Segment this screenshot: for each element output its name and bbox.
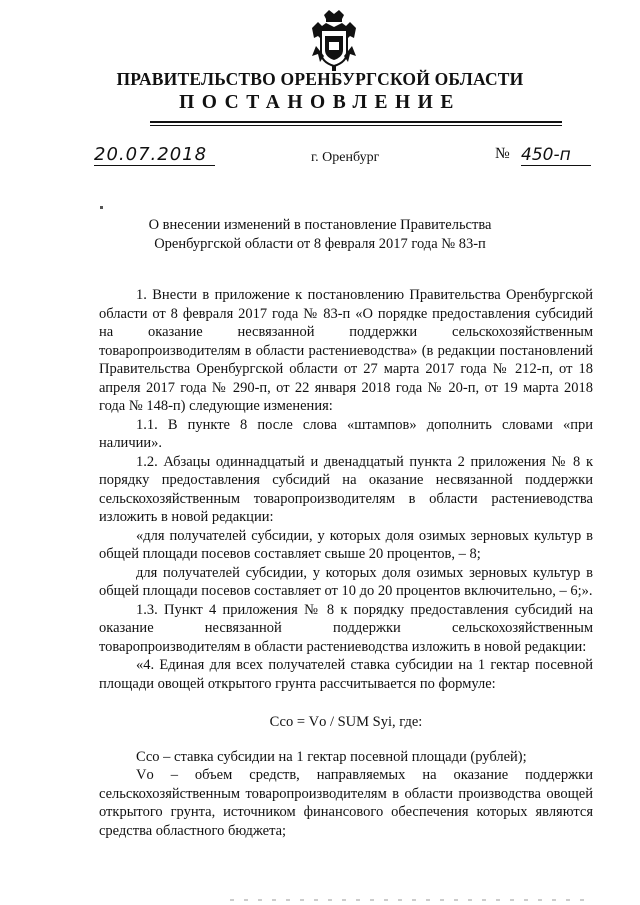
formula: Ссо = Vо / SUM Syi, где: [269, 714, 423, 730]
document-date: 20.07.2018 [94, 145, 215, 166]
definition-v: Vо – объем средств, направляемых на оказание поддержки сельскохозяйственным товаропроизводителям в области производства овощей открытого грунта, источником финансового обеспечения которых являются средства областного бюджета; [99, 767, 593, 839]
paragraph-1-3: 1.3. Пункт 4 приложения № 8 к порядку предоставления субсидий на оказание несвязанной поддержки сельскохозяйственным товаропроизводителям в области растениеводства изложить в новой редакции: [99, 601, 593, 655]
paragraph-1-2: 1.2. Абзацы одиннадцатый и двенадцатый пункта 2 приложения № 8 к порядку предоставления субсидий на оказание несвязанной поддержки сельскохозяйственным товаропроизводителям в области растениеводства изложить в новой редакции: [99, 453, 593, 525]
subject-line-2: Оренбургской области от 8 февраля 2017 года № 83-п [154, 236, 486, 252]
document-subject [0, 216, 640, 254]
document-number: 450-п [521, 145, 591, 166]
quoted-paragraph-1: «для получателей субсидии, у которых доля озимых зерновых культур в общей площади посевов составляет свыше 20 процентов, – 8; [99, 527, 593, 562]
document-city: г. Оренбург [311, 150, 380, 165]
coat-of-arms-icon [306, 6, 362, 72]
scan-speck [100, 206, 103, 209]
document-type-heading: ПОСТАНОВЛЕНИЕ [179, 92, 461, 113]
quoted-paragraph-2: для получателей субсидии, у которых доля озимых зерновых культур в общей площади посевов составляет от 10 до 20 процентов включительно, – 6;». [99, 564, 593, 599]
paragraph-1: 1. Внести в приложение к постановлению Правительства Оренбургской области от 8 февраля 2017 года № 83-п «О порядке предоставления субсидий на оказание несвязанной поддержки сельскохозяйственным товаропроизводителям в области растениеводства» (в редакции постановлений Правительства Оренбургской области от 27 марта 2017 года № 212-п, от 18 апреля 2017 года № 290-п, от 22 января 2018 года № 20-п, от 19 марта 2018 года № 148-п) следующие изменения: [99, 287, 593, 414]
page-bottom-edge-marks [230, 898, 590, 902]
document-body [99, 286, 593, 840]
header-divider-thin [150, 125, 562, 126]
paragraph-formula-intro: «4. Единая для всех получателей ставка субсидии на 1 гектар посевной площади овощей открытого грунта рассчитывается по формуле: [99, 657, 593, 692]
document-number-label: № [495, 145, 510, 162]
organization-title: ПРАВИТЕЛЬСТВО ОРЕНБУРГСКОЙ ОБЛАСТИ [116, 69, 524, 89]
definition-c: Ссо – ставка субсидии на 1 гектар посевной площади (рублей); [136, 748, 527, 765]
subject-line-1: О внесении изменений в постановление Правительства [148, 217, 492, 233]
header-divider-thick [150, 121, 562, 123]
paragraph-1-1: 1.1. В пункте 8 после слова «штампов» дополнить словами «при наличии». [99, 416, 593, 451]
